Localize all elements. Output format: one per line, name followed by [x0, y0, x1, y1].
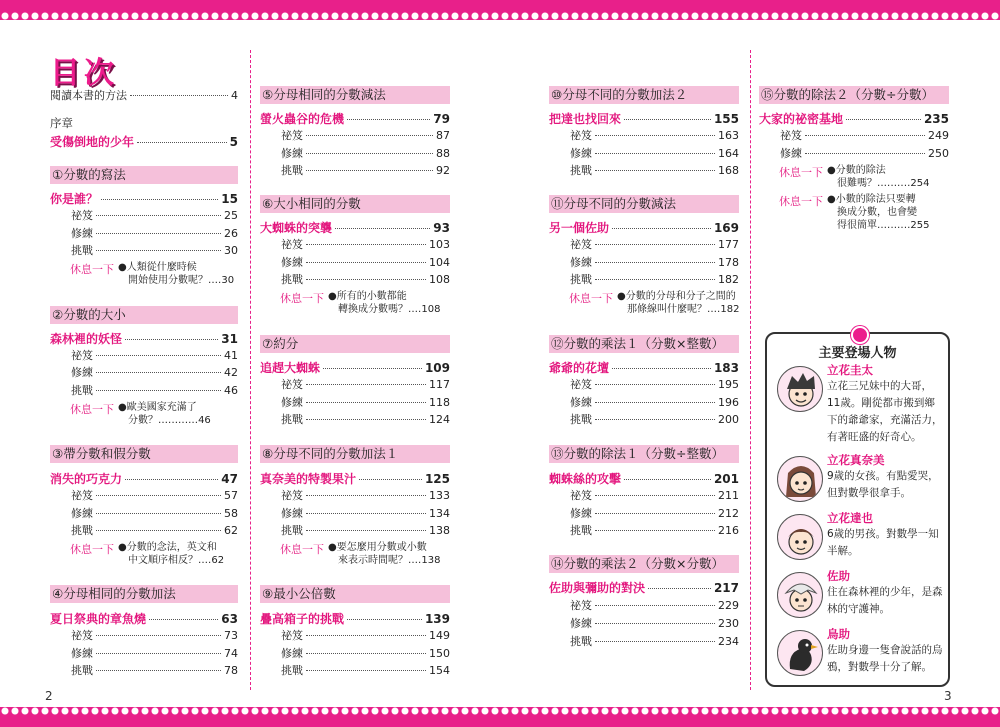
page-number-left: 2 [45, 689, 53, 703]
toc-story-entry[interactable]: 夏日祭典的章魚燒 63 [50, 612, 238, 626]
toc-entry[interactable]: 祕笈 177 [570, 238, 739, 251]
toc-entry[interactable]: 挑戰 138 [281, 524, 450, 537]
page-number-right: 3 [944, 689, 952, 703]
toc-entry[interactable]: 修練 164 [570, 147, 739, 160]
bottom-dotted-border [0, 707, 1000, 727]
character-entry [777, 626, 947, 686]
toc-entry[interactable]: 修練 230 [570, 617, 739, 630]
chapter-header: ⑤分母相同的分數減法 [260, 86, 450, 104]
toc-entry[interactable]: 挑戰 30 [71, 244, 238, 257]
toc-story-entry[interactable]: 爺爺的花壇 183 [549, 361, 739, 375]
toc-entry[interactable]: 修練 250 [780, 147, 949, 160]
toc-entry[interactable]: 挑戰 124 [281, 413, 450, 426]
toc-story-entry[interactable]: 消失的巧克力 47 [50, 472, 238, 486]
toc-entry[interactable]: 祕笈 25 [71, 209, 238, 222]
toc-entry[interactable]: 挑戰 46 [71, 384, 238, 397]
toc-entry[interactable]: 修練 178 [570, 256, 739, 269]
toc-entry[interactable]: 修練 134 [281, 507, 450, 520]
chapter-header: ①分數的寫法 [50, 166, 238, 184]
character-entry [777, 452, 947, 508]
toc-entry[interactable]: 祕笈 117 [281, 378, 450, 391]
toc-story-entry[interactable]: 另一個佐助 169 [549, 221, 739, 235]
toc-entry[interactable]: 修練 104 [281, 256, 450, 269]
toc-story-entry[interactable]: 蜘蛛絲的攻擊 201 [549, 472, 739, 486]
toc-entry[interactable]: 修練 58 [71, 507, 238, 520]
column-divider [250, 50, 251, 690]
girl-avatar-icon [777, 456, 823, 502]
prologue-label: 序章 [50, 116, 73, 130]
chapter-header: ⑭分數的乘法２（分數×分數） [549, 555, 739, 573]
character-entry [777, 362, 947, 452]
toc-entry[interactable]: 修練 212 [570, 507, 739, 520]
character-description: 6歲的男孩。對數學一知半解。 [827, 528, 939, 557]
toc-story-entry[interactable]: 佐助與彌助的對決 217 [549, 581, 739, 595]
toc-story-entry[interactable]: 大家的祕密基地 235 [759, 112, 949, 126]
character-name: 立花圭太 [827, 363, 873, 377]
toc-entry[interactable]: 修練 118 [281, 396, 450, 409]
main-characters-box [765, 332, 950, 687]
toc-story-entry[interactable]: 真奈美的特製果汁 125 [260, 472, 450, 486]
toc-entry[interactable]: 祕笈 249 [780, 129, 949, 142]
toc-entry[interactable]: 祕笈 211 [570, 489, 739, 502]
toc-entry[interactable]: 修練 74 [71, 647, 238, 660]
small-boy-avatar-icon [777, 514, 823, 560]
toc-entry[interactable]: 修練 150 [281, 647, 450, 660]
character-name: 烏助 [827, 627, 850, 641]
toc-story-entry[interactable]: 大蜘蛛的突襲 93 [260, 221, 450, 235]
chapter-header: ⑧分母不同的分數加法１ [260, 445, 450, 463]
character-description: 9歲的女孩。有點愛哭，但對數學很拿手。 [827, 470, 939, 499]
chapter-header: ⑮分數的除法２（分數÷分數） [759, 86, 949, 104]
character-name: 立花真奈美 [827, 453, 885, 467]
toc-entry[interactable]: 挑戰 108 [281, 273, 450, 286]
break-entry[interactable]: 休息一下 ●分數的念法，英文和 中文順序相反？‥‥62 [70, 542, 225, 566]
break-entry[interactable]: 休息一下 ●分數的分母和分子之間的 那條線叫什麼呢？‥‥182 [569, 291, 740, 315]
toc-entry[interactable]: 祕笈 103 [281, 238, 450, 251]
chapter-header: ⑫分數的乘法１（分數×整數） [549, 335, 739, 353]
character-name: 立花達也 [827, 511, 873, 525]
main-characters-title: 主要登場人物 [818, 346, 897, 361]
forest-boy-avatar-icon [777, 572, 823, 618]
chapter-header: ②分數的大小 [50, 306, 238, 324]
toc-entry[interactable]: 祕笈 229 [570, 599, 739, 612]
toc-entry[interactable]: 挑戰 200 [570, 413, 739, 426]
toc-story-entry[interactable]: 受傷倒地的少年 5 [50, 135, 238, 149]
toc-entry[interactable]: 挑戰 78 [71, 664, 238, 677]
character-entry [777, 510, 947, 566]
toc-entry[interactable]: 修練 42 [71, 366, 238, 379]
chapter-header: ④分母相同的分數加法 [50, 585, 238, 603]
toc-entry[interactable]: 祕笈 57 [71, 489, 238, 502]
chapter-header: ⑬分數的除法１（分數÷整數） [549, 445, 739, 463]
toc-entry[interactable]: 挑戰 62 [71, 524, 238, 537]
toc-story-entry[interactable]: 疊高箱子的挑戰 139 [260, 612, 450, 626]
toc-story-entry[interactable]: 螢火蟲谷的危機 79 [260, 112, 450, 126]
toc-entry[interactable]: 祕笈 41 [71, 349, 238, 362]
boy-avatar-icon [777, 366, 823, 412]
toc-story-entry[interactable]: 你是誰？ 15 [50, 192, 238, 206]
column-divider [750, 50, 751, 690]
chapter-header: ⑦約分 [260, 335, 450, 353]
toc-story-entry[interactable]: 森林裡的妖怪 31 [50, 332, 238, 346]
toc-entry[interactable]: 挑戰 216 [570, 524, 739, 537]
break-entry[interactable]: 休息一下 ●小數的除法只要轉 換成分數，也會變 得很簡單‥‥‥‥‥255 [779, 194, 930, 231]
chapter-header: ⑩分母不同的分數加法２ [549, 86, 739, 104]
character-description: 住在森林裡的少年，是森林的守護神。 [827, 586, 943, 615]
top-dotted-border [0, 0, 1000, 20]
toc-story-entry[interactable]: 把達也找回來 155 [549, 112, 739, 126]
chapter-header: ③帶分數和假分數 [50, 445, 238, 463]
toc-entry[interactable]: 祕笈 149 [281, 629, 450, 642]
toc-story-entry[interactable]: 追趕大蜘蛛 109 [260, 361, 450, 375]
toc-entry[interactable]: 閱讀本書的方法 4 [50, 89, 238, 102]
character-description: 佐助身邊一隻會說話的烏鴉，對數學十分了解。 [827, 644, 943, 673]
toc-entry[interactable]: 修練 196 [570, 396, 739, 409]
toc-entry[interactable]: 挑戰 182 [570, 273, 739, 286]
character-name: 佐助 [827, 569, 850, 583]
toc-entry[interactable]: 祕笈 133 [281, 489, 450, 502]
page-title: 目次 [50, 56, 118, 91]
toc-entry[interactable]: 祕笈 195 [570, 378, 739, 391]
chapter-header: ⑪分母不同的分數減法 [549, 195, 739, 213]
character-entry [777, 568, 947, 624]
toc-entry[interactable]: 修練 26 [71, 227, 238, 240]
toc-entry[interactable]: 挑戰 234 [570, 635, 739, 648]
break-entry[interactable]: 休息一下 ●人類從什麼時候 開始使用分數呢？‥‥30 [70, 262, 235, 286]
break-entry[interactable]: 休息一下 ●所有的小數都能 轉換成分數嗎？‥‥108 [280, 291, 441, 315]
chapter-header: ⑨最小公倍數 [260, 585, 450, 603]
toc-entry[interactable]: 修練 88 [281, 147, 450, 160]
crow-avatar-icon [777, 630, 823, 676]
character-description: 立花三兄妹中的大哥，11歲。剛從都市搬到鄉下的爺爺家，充滿活力，有著旺盛的好奇心。 [827, 380, 943, 443]
break-entry[interactable]: 休息一下 ●要怎麼用分數或小數 來表示時間呢？‥‥138 [280, 542, 441, 566]
toc-entry[interactable]: 挑戰 154 [281, 664, 450, 677]
toc-entry[interactable]: 挑戰 168 [570, 164, 739, 177]
break-entry[interactable]: 休息一下 ●分數的除法 很難嗎？‥‥‥‥‥254 [779, 165, 930, 189]
chapter-header: ⑥大小相同的分數 [260, 195, 450, 213]
break-entry[interactable]: 休息一下 ●歐美國家充滿了 分數？‥‥‥‥‥‥46 [70, 402, 211, 426]
toc-entry[interactable]: 祕笈 87 [281, 129, 450, 142]
toc-entry[interactable]: 挑戰 92 [281, 164, 450, 177]
toc-entry[interactable]: 祕笈 73 [71, 629, 238, 642]
toc-entry[interactable]: 祕笈 163 [570, 129, 739, 142]
